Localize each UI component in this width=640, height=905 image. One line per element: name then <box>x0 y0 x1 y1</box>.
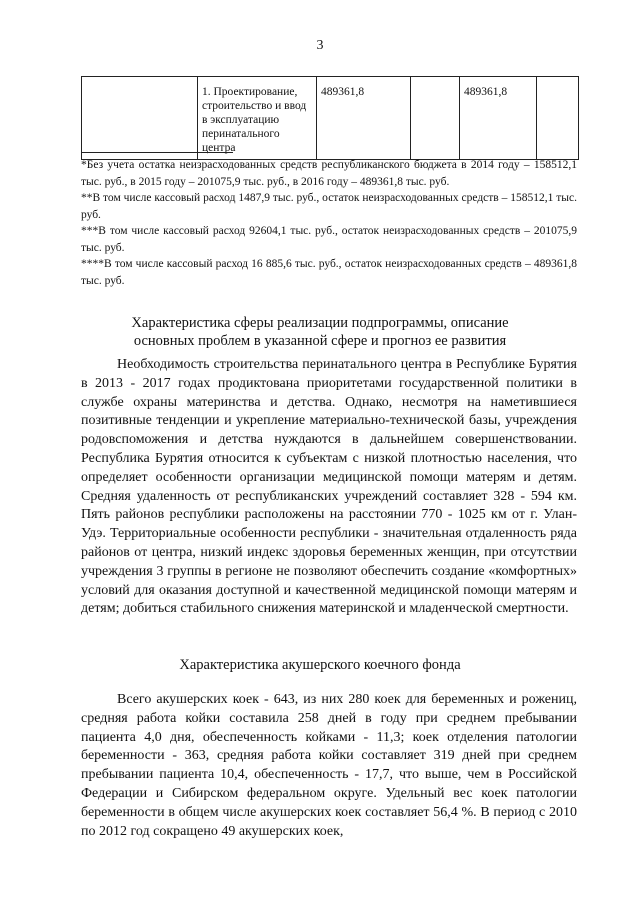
section-heading: Характеристика сферы реализации подпрограммы, описание основных проблем в указанной сфере и прогноз ее развития <box>131 315 509 349</box>
footnote-divider <box>81 152 233 153</box>
footnote: ****В том числе кассовый расход 16 885,6 тыс. руб., остаток неизрасходованных средств – 489361,8 тыс. руб. <box>81 258 577 287</box>
table-cell-amount: 489361,8 <box>317 77 411 160</box>
section-paragraph: Необходимость строительства перинатального центра в Республике Бурятия в 2013 - 2017 годах продиктована приоритетами государственной политики в службе охраны материнства и детства. Однако, несмотря на наметившиеся позитивные тенденции и укрепление материально-технической базы, учреждения родовспоможения и детства нуждаются в дальнейшем совершенствовании. Республика Бурятия относится к субъектам с низкой плотностью населения, что определяет особенности организации медицинской помощи матерям и детям. Средняя удаленность от республиканских учреждений составляет 328 - 594 км. Пять районов республики расположены на расстоянии 770 - 1025 км от г. Улан-Удэ. Территориальные особенности республики - значительная отдаленность ряда районов от центра, низкий индекс здоровья беременных женщин, при отсутствии учреждения 3 группы в регионе не позволяют обеспечить создание «комфортных» условий для оказания доступной и качественной медицинской помощи матерям и детям; добиться стабильного снижения материнской и младенческой смертности. <box>81 357 577 617</box>
footnotes <box>81 157 577 289</box>
budget-table <box>81 76 579 160</box>
table-cell-amount: 489361,8 <box>460 77 537 160</box>
footnote: *Без учета остатка неизрасходованных средств республиканского бюджета в 2014 году – 158512,1 тыс. руб., в 2015 году – 201075,9 тыс. руб., в 2016 году – 489361,8 тыс. руб. <box>81 159 577 188</box>
table-cell <box>82 77 198 160</box>
footnote: ***В том числе кассовый расход 92604,1 тыс. руб., остаток неизрасходованных средств – 201075,9 тыс. руб. <box>81 225 577 254</box>
page-number: 3 <box>316 38 324 53</box>
table-cell-activity: 1. Проектирование, строительство и ввод в эксплуатацию перинатального центра <box>198 77 317 160</box>
footnote: **В том числе кассовый расход 1487,9 тыс. руб., остаток неизрасходованных средств – 158512,1 тыс. руб. <box>81 192 577 221</box>
table-cell <box>537 77 579 160</box>
table-cell <box>411 77 460 160</box>
section-heading: Характеристика акушерского коечного фонда <box>179 657 461 673</box>
section-paragraph: Всего акушерских коек - 643, из них 280 коек для беременных и рожениц, средняя работа койки составила 258 дней в году при среднем пребывании пациента 4,0 дня, обеспеченность койками - 11,3; коек отделения патологии беременности - 363, средняя работа койки составляет 319 дней при среднем пребывании пациента 10,4, обеспеченность - 17,7, что выше, чем в Российской Федерации и Сибирском федеральном округе. Удельный вес коек патологии беременности в общем числе акушерских коек составляет 56,4 %. В период с 2010 по 2012 год сокращено 49 акушерских коек, <box>81 692 577 839</box>
table-row <box>82 77 579 160</box>
